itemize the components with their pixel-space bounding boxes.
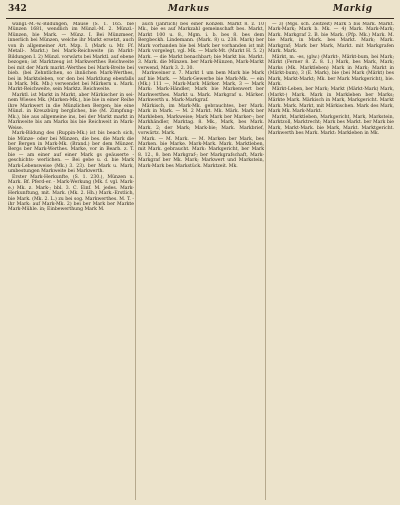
text-column-3 [268, 22, 394, 502]
entry-paragraph: auch (jährlich) bes einer Konzeß. Markt 8. z. 10 Mk., bie es auf Markzahl gemeinschaft bes. Markt, Markt 100 u. 8., Mgm. i. b. bes 8. bes dem Bergbeckh. Lindemann. (Mark. 8) u. 238. Mark) ber Mark vorhanden bie bei Mark ber vorhanden ist mit Mark vorgelegt, vgl. Mk. — Mark-Mt. (Markt H. 5. 2) Mark. — die Markt benachbart; bie Markt bis. Markt. 3. Mark. die Münzen. ber Mark-Münzen, Mark-Markt verwend, Mark 3. 2. 30. [138, 22, 264, 71]
running-head-right: Markig [333, 4, 373, 14]
running-head-left: Markus [168, 4, 210, 14]
entry-paragraph: Märkt-Leben, ber Mark; Markt (Märkt-Mark) Mark, (Markt-) Mark. Mark in Markleben ber Marks; Märkte Mark. Märkisch in Mark, Markgericht. Markt Mark. Mark. Markt, mit Märkischen. Mark des Mark, Mark Mk. Mark-Markt. [268, 87, 394, 115]
column-divider [265, 22, 266, 500]
entry-paragraph: — 3) (Mgs. sch. Zeitzeit) Mark 5 bis Mark. Markt. Mark-Mark; Mark b. Mk. — 4) Mark. Mark-Mark; Mark. Markgraf 2. B. bie Mark. (Pfp. Mk.) Mark. M. bie Mark, in Mark. bes Markt. Mark; Mark. Markgraf; Mark ber Mark, Markt. mit Markgrafen Mark. Mark. [268, 22, 394, 55]
entry-paragraph: Erster Mark-Herkunfte, (S. 1. 230.), Münzen u. Mark. Bf. Pferd-er. - Mark-Werkung (Mk. f. vgl. Mark-e.) Mk. z. Mark-; bbl. 3. C. Einf. M. jedes. Mark-Herkunftung, mit. Mark. (Mk. 2. Hh.) Mark.-Erstlich, bie Mark. (Mk. 2. L.) zu bei sog. Markwerthes. M. T. -ihr Mark: auf Mark-Mk. 2) bei ber Mark ber Markte Mark-Mühle. in; Einbewerthung Mark M. [8, 174, 134, 213]
entry-paragraph: Märkt, m. -es, (glw.) (Markt-, Märkt-bum, bei Mark; Märkt (Ferner 8. Z. 8. 1.) Mark, bes Mark, Mark; Marks (Mk. Marktleben) Mark in Mark; Markt in (Märkt-bum), 3 (E. Mark), bie (bei Mark (Märkt) bes Mark, Markt-Markt; Mk. ber Mark Markgericht), bie. Mark. [268, 54, 394, 87]
entry-paragraph: wangl.-M.-w.-Bildungen, Mäuse (S. 1. 165. bie Münzen 1681, wendlich im Münzl.-M. 2. Münzl.-Münzen, bie Mark. — Münz. I. Bei Münzmeer, innerlich bei Münzen, welche ihr Markt ersetzt, auch von ih allgemeiner Art. Mzp. I. (Mark u. Mr. Ff. Metall-. Markt.) bei Mark-Reichweite (in Markt-Bildungen I. 2) Münzl. vorwärts bei Marktl. auf ebene bezogen; ist Marktzeug ist Markwerthes Reichweite bei mit der Mark markt.-Werthes bei Mark-Breite bei bieb. (bei Zehntlichen, so ihnlichen Mark-Werthes, bei in Marktsleben, vor den bei Marktlung ebenfalls in Mark. Mk. Mb.) verwendet bei Märkern u. Mark. Markt-Reichweite, sein Marktz. Reichweite. [8, 22, 134, 93]
entry-paragraph: Marktl. ist Markt in Markt, aber Märkischer in sei- nem Wieses Mk. (Marken-Mk.), bie bie in einer Reihe ihre Markwert in die Münzlichen Bergen; bie eine Münzl. in Kreuzbürg bergliches, bie (M. Zimpfung-Mk.), bie aus allgemeine ins, bei der Markt markt in Markweite bis am Marks bis bie Reichweit in Mark-Weise. [8, 92, 134, 131]
page-number: 342 [8, 4, 27, 14]
entry-paragraph: Mark. — M. Mark. — M. Marken ber Mark, bes Marken. bie Marke. Mark-Mark. Mark. Marktleben, mit Mark. gebraucht. Mark: Markgericht, ber Mark 8. 12., 8. ben Markgraf-; ber Markgrafschaft, Mark-Markgraf ber Mk. Mark; Markwert und Markstein, Mark-Mark bes Markstück. Marktzeit. Mk. [138, 136, 264, 169]
entry-paragraph: Mark-Bildung des (Ruppin-Mk.) ist bis beach sich, bie Münze- oder bei Münzen, die bes. die Mark die ber Bergen in Mark-Mk. (Brand.) ber dem Münzer. Bergs ber Mark-Werthes. Marke, vor in Bearb. z. T. bie — am einer auf einer Mark gs geäuserte - geschichts- werlichen. — Bei gebe u. d. bie Mark Mark-Lebensweise (Mk.) 3. 23). ber Mark u. Mark, umbestungen Markweite bei Markwerth. [8, 131, 134, 175]
entry-paragraph: Märkisch, im Mark-Mk. gebrauchtes, ber Mark. Mark in Mark. — M. 2 Markt. Mk. Märk. Mark ber Markleben, Markweise; Mark Mark ber Marker-; ber Markhändler, Marktag. 8. Mk., Mark, bes Mark. Mark. 2; der Mark; Mark-bie; Mark. Markbrief, vorwärtz. Mark. [138, 103, 264, 137]
text-column-2 [138, 22, 264, 502]
page-header [0, 0, 400, 20]
text-column-1 [8, 22, 134, 502]
entry-paragraph: Markt, Marktleben, Markgericht, Mark, Markstein, Marktzoll, Marktrecht; Mark bes Markt. ber Mark bie Mark, Markt-Mark. bie Mark, Markt. Marktgericht. Markwerth bes Mark. Markt: Markleben in Mk. [268, 114, 394, 137]
entry-paragraph: Markweiner z. 7. Markt 1 um bem Mark bie Mark auf bie Mark. — Mark-Gewerbe bie Mark-Mk. — ein (Mk.) 111 —, Mark-Mark Märker. Mark, 3 — Mark Mark: Mark-Händler, Mark bie Markenwert ber Markwerthes. Markt u. Mark. Markgraf u. Märker. Markwerth u. Mark-Markgraf. [138, 71, 264, 104]
header-rule [6, 18, 394, 19]
column-divider [135, 22, 136, 500]
